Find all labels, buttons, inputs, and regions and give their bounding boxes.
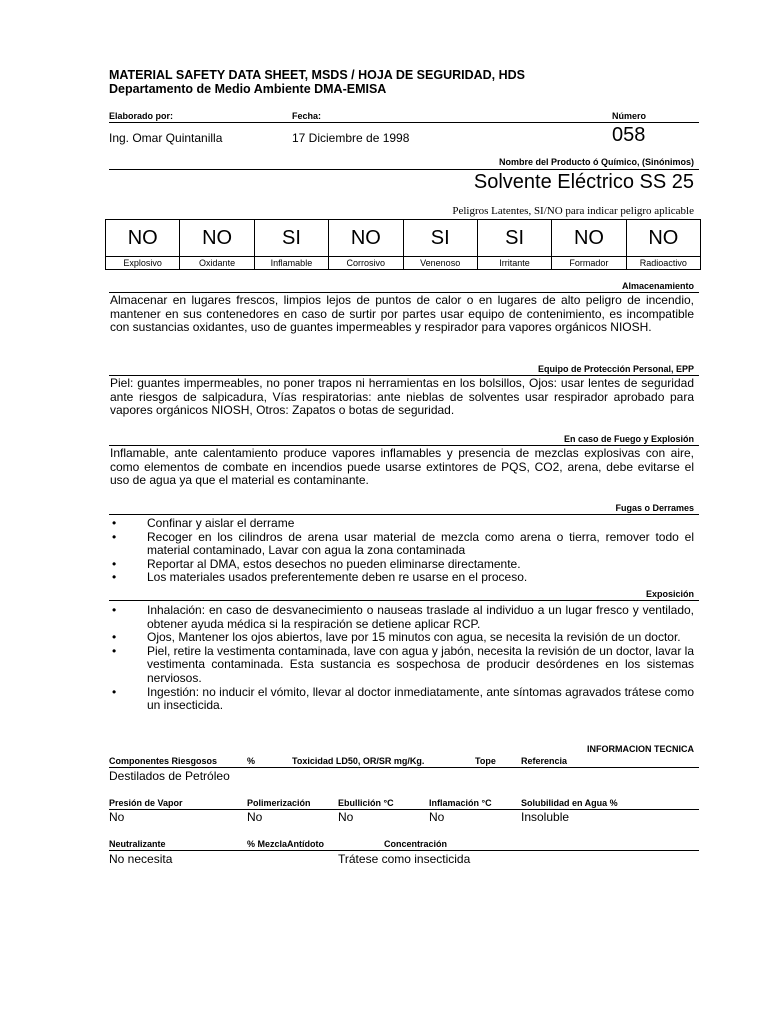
inflamacion-value: No bbox=[429, 810, 445, 824]
bullet-icon: • bbox=[112, 570, 117, 585]
hazard-label: Venenoso bbox=[420, 258, 461, 268]
antidoto-value: Trátese como insecticida bbox=[338, 852, 471, 866]
list-item bbox=[110, 531, 694, 558]
fuego-text: Inflamable, ante calentamiento produce vapores inflamables y presencia de mezclas explosivas con aire, como elementos de combate en incendios puede usarse extintores de PQS, CO2, arena, debe evitarse el uso de agua ya que el material es contaminante. bbox=[110, 446, 694, 488]
hazard-cell-venenoso bbox=[403, 220, 477, 269]
bullet-icon: • bbox=[112, 556, 117, 571]
fuego-title: En caso de Fuego y Explosión bbox=[563, 434, 694, 444]
hazard-cell-oxidante bbox=[179, 220, 253, 269]
hazard-value: NO bbox=[106, 220, 179, 257]
hazard-label: Corrosivo bbox=[346, 258, 386, 268]
elaborado-label: Elaborado por: bbox=[109, 111, 174, 121]
hazard-value: SI bbox=[404, 220, 477, 257]
fecha-value: 17 Diciembre de 1998 bbox=[292, 131, 410, 145]
elaborado-value: Ing. Omar Quintanilla bbox=[109, 131, 223, 145]
neutralizante-value: No necesita bbox=[109, 852, 173, 866]
col-header: Referencia bbox=[521, 756, 568, 766]
producto-label: Nombre del Producto ó Químico, (Sinónimos) bbox=[498, 157, 694, 167]
hazard-value: NO bbox=[180, 220, 253, 257]
exposicion-list bbox=[110, 604, 694, 713]
hazard-label: Irritante bbox=[499, 258, 530, 268]
producto-value: Solvente Eléctrico SS 25 bbox=[473, 171, 694, 193]
col-header: % bbox=[247, 756, 256, 766]
polimerizacion-value: No bbox=[247, 810, 263, 824]
hazard-value: SI bbox=[255, 220, 328, 257]
hazard-grid bbox=[105, 219, 701, 270]
numero-value: 058 bbox=[612, 124, 646, 146]
bullet-icon: • bbox=[112, 684, 117, 699]
list-item-text: Piel, retire la vestimenta contaminada, lave con agua y jabón, necesita la revisión de un doctor, lavar la vestimenta contaminada. Esta sustancia es sospechosa de producir desórdenes en los sistemas nerviosos. bbox=[147, 643, 694, 685]
tecnica-title: INFORMACION TECNICA bbox=[587, 744, 694, 754]
list-item bbox=[110, 645, 694, 686]
col-header: Toxicidad LD50, OR/SR mg/Kg. bbox=[292, 756, 425, 766]
hazard-value: SI bbox=[478, 220, 551, 257]
col-header: Polimerización bbox=[247, 798, 311, 808]
componentes-value: Destilados de Petróleo bbox=[109, 769, 230, 783]
bullet-icon: • bbox=[112, 516, 117, 530]
hazard-label: Inflamable bbox=[270, 258, 313, 268]
list-item-text: Los materiales usados preferentemente deben re usarse en el proceso. bbox=[147, 570, 528, 585]
epp-title: Equipo de Protección Personal, EPP bbox=[537, 364, 694, 374]
hazard-cell-radioactivo bbox=[626, 220, 700, 269]
bullet-icon: • bbox=[112, 529, 117, 544]
col-header: Inflamación °C bbox=[429, 798, 492, 808]
col-header: Componentes Riesgosos bbox=[109, 756, 218, 766]
hazard-cell-explosivo bbox=[106, 220, 179, 269]
col-header: Presión de Vapor bbox=[109, 798, 183, 808]
exposicion-title: Exposición bbox=[645, 589, 694, 599]
list-item-text: Recoger en los cilindros de arena usar material de mezcla como arena o tierra, remover todo el material contaminado, Lavar con agua la zona contaminada bbox=[147, 529, 694, 558]
col-header: Tope bbox=[475, 756, 496, 766]
hazard-value: NO bbox=[329, 220, 402, 257]
bullet-icon: • bbox=[112, 643, 117, 658]
divider bbox=[109, 850, 699, 851]
hazard-value: NO bbox=[552, 220, 625, 257]
col-header: Concentración bbox=[384, 839, 448, 849]
list-item-text: Reportar al DMA, estos desechos no pueden eliminarse directamente. bbox=[147, 556, 521, 571]
col-header: Neutralizante bbox=[109, 839, 166, 849]
hazard-label: Formador bbox=[569, 258, 609, 268]
hazard-value: NO bbox=[627, 220, 700, 257]
hazard-cell-formador bbox=[551, 220, 625, 269]
divider bbox=[109, 122, 699, 123]
bullet-icon: • bbox=[112, 603, 117, 617]
hazard-cell-corrosivo bbox=[328, 220, 402, 269]
hazard-label: Explosivo bbox=[123, 258, 162, 268]
list-item bbox=[110, 604, 694, 631]
almacenamiento-text: Almacenar en lugares frescos, limpios lejos de puntos de calor o en lugares de alto peligro de incendio, mantener en sus contenedores en caso de surtir por partes usar equipo de contenimiento, es incompatible con sustancias oxidantes, uso de guantes impermeables y respirador para vapores orgánicos NIOSH. bbox=[110, 293, 694, 335]
peligros-caption: Peligros Latentes, SI/NO para indicar peligro aplicable bbox=[452, 205, 694, 217]
col-header: Solubilidad en Agua % bbox=[521, 798, 618, 808]
hazard-label: Oxidante bbox=[199, 258, 236, 268]
divider bbox=[109, 514, 699, 515]
col-header: Ebullición °C bbox=[338, 798, 394, 808]
list-item-text: Confinar y aislar el derrame bbox=[147, 516, 295, 530]
fugas-list bbox=[110, 517, 694, 585]
list-item bbox=[110, 571, 694, 585]
fecha-label: Fecha: bbox=[292, 111, 322, 121]
epp-text: Piel: guantes impermeables, no poner trapos ni herramientas en los bolsillos, Ojos: usar lentes de seguridad ante riesgos de salpicadura, Vías respiratorias: ante nieblas de solventes usar respirador aprobado para vapores orgánicos NIOSH, Otros: Zapatos o botas de seguridad. bbox=[110, 376, 694, 418]
list-item-text: Ingestión: no inducir el vómito, llevar al doctor inmediatamente, ante síntomas agravados trátese como un insecticida. bbox=[147, 684, 694, 713]
list-item-text: Ojos, Mantener los ojos abiertos, lave por 15 minutos con agua, se necesita la revisión de un doctor. bbox=[147, 630, 681, 645]
divider bbox=[109, 809, 699, 810]
divider bbox=[109, 767, 699, 768]
list-item bbox=[110, 686, 694, 713]
hazard-cell-irritante bbox=[477, 220, 551, 269]
ebullicion-value: No bbox=[338, 810, 354, 824]
col-header: % MezclaAntídoto bbox=[247, 839, 325, 849]
presion-value: No bbox=[109, 810, 125, 824]
list-item bbox=[110, 517, 694, 531]
hazard-cell-inflamable bbox=[254, 220, 328, 269]
document-title: MATERIAL SAFETY DATA SHEET, MSDS / HOJA DE SEGURIDAD, HDS bbox=[109, 68, 526, 82]
department-name: Departamento de Medio Ambiente DMA-EMISA bbox=[109, 82, 387, 96]
bullet-icon: • bbox=[112, 630, 117, 645]
divider bbox=[109, 600, 699, 601]
list-item-text: Inhalación: en caso de desvanecimiento o nauseas traslade al individuo a un lugar fresco y ventilado, obtener ayuda médica si la respiración se detiene aplicar RCP. bbox=[147, 603, 694, 631]
hazard-label: Radioactivo bbox=[639, 258, 687, 268]
list-item bbox=[110, 631, 694, 645]
solubilidad-value: Insoluble bbox=[521, 810, 570, 824]
almacenamiento-title: Almacenamiento bbox=[621, 281, 694, 291]
numero-label: Número bbox=[612, 111, 647, 121]
list-item bbox=[110, 558, 694, 572]
divider bbox=[109, 169, 699, 170]
fugas-title: Fugas o Derrames bbox=[615, 503, 694, 513]
